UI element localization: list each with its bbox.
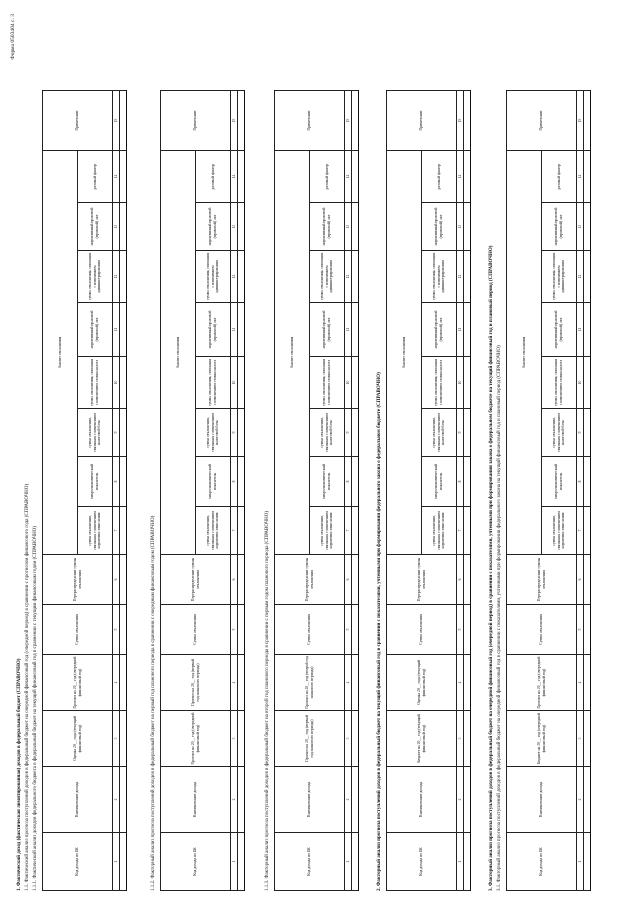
column-number: 12 (345, 251, 352, 303)
empty-cell (464, 251, 471, 303)
column-number: 6 (345, 555, 352, 605)
column-number: 1 (577, 833, 584, 891)
header-reallocation: Перераспределение суммы отклонения (387, 555, 457, 605)
header-analysis-13: нормативный правовой (правовой) акт (542, 203, 577, 251)
header-period-b: Прогноз на 20__ год (очередной финансовый год) (507, 655, 577, 711)
empty-cell (352, 151, 359, 203)
empty-cell (464, 833, 471, 891)
header-analysis-7: сумма отклонения, связанная с изменением норматива зачисления (196, 507, 231, 555)
factor-analysis-table (42, 90, 127, 891)
column-number: 4 (345, 655, 352, 711)
empty-cell (352, 655, 359, 711)
empty-cell (120, 457, 127, 507)
column-number: 3 (457, 711, 464, 767)
header-period-b: Прогноз на 20__ год (очередной финансовый год) (43, 655, 113, 711)
empty-cell (120, 767, 127, 833)
header-analysis-group: Анализ отклонения (507, 151, 542, 555)
header-period-a: Бюджет на 20__ год (очередной финансовый год) (507, 711, 577, 767)
empty-cell (352, 833, 359, 891)
header-analysis-11: нормативный правовой (правовой) акт (542, 303, 577, 357)
header-code: Код дохода по БК (161, 833, 231, 891)
empty-cell (584, 555, 591, 605)
header-change: Сумма отклонения (161, 605, 231, 655)
empty-cell (352, 507, 359, 555)
empty-cell (584, 655, 591, 711)
header-note: Примечание (43, 91, 113, 151)
header-analysis-12: сумма отклонения, связанная с изменением администрирования (310, 251, 345, 303)
header-period-a: Оценка 20__ года (текущий финансовый год) (43, 711, 113, 767)
column-number: 1 (113, 833, 120, 891)
empty-cell (464, 507, 471, 555)
column-number: 10 (231, 357, 238, 409)
header-note: Примечание (507, 91, 577, 151)
column-number: 8 (231, 457, 238, 507)
empty-cell (464, 357, 471, 409)
column-number: 7 (345, 507, 352, 555)
column-number: 14 (231, 151, 238, 203)
empty-cell (584, 507, 591, 555)
empty-cell (464, 203, 471, 251)
header-note: Примечание (275, 91, 345, 151)
column-number: 5 (113, 605, 120, 655)
header-period-b: Прогноз на 20__ год (второй год планового периода) (275, 655, 345, 711)
empty-cell (352, 203, 359, 251)
header-reallocation: Перераспределение суммы отклонения (43, 555, 113, 605)
heading-1-1-1: 1.1.1. Фактический анализ доходов федерального бюджета в федеральный бюджет на текущий финансовый год в сравнении с текущим финансовым годом (СПРАВОЧНО) (33, 526, 38, 891)
empty-cell (238, 91, 245, 151)
header-analysis-13: нормативный правовой (правовой) акт (196, 203, 231, 251)
column-number: 9 (113, 409, 120, 457)
heading-3: 3. Факторный анализ прогноза поступлений доходов в федеральный бюджет на очередной финансовый год (очередной период) в сравнении с показателями, учтенными при формировании закона о федеральном бюджете на текущий финансовый год и плановый период (СПРАВОЧНО) (489, 245, 494, 891)
factor-analysis-table (160, 90, 245, 891)
header-reallocation: Перераспределение суммы отклонения (275, 555, 345, 605)
column-number: 14 (345, 151, 352, 203)
header-name: Наименование дохода (507, 767, 577, 833)
empty-cell (584, 303, 591, 357)
column-number: 7 (577, 507, 584, 555)
header-analysis-8: макроэкономический показатель (196, 457, 231, 507)
column-number: 7 (457, 507, 464, 555)
header-analysis-group: Анализ отклонения (387, 151, 422, 555)
header-period-b: Прогноз на 20__ год (первый год планового периода) (161, 655, 231, 711)
column-number: 8 (345, 457, 352, 507)
empty-cell (238, 833, 245, 891)
header-period-a: Бюджет на 20__ год (текущий финансовый год) (387, 711, 457, 767)
column-number: 8 (577, 457, 584, 507)
empty-cell (238, 457, 245, 507)
header-code: Код дохода по БК (43, 833, 113, 891)
empty-cell (238, 251, 245, 303)
empty-cell (238, 555, 245, 605)
empty-cell (352, 91, 359, 151)
header-name: Наименование дохода (161, 767, 231, 833)
column-number: 14 (457, 151, 464, 203)
empty-cell (584, 457, 591, 507)
header-analysis-14: разовый фактор (422, 151, 457, 203)
empty-cell (238, 203, 245, 251)
column-number: 9 (231, 409, 238, 457)
column-number: 11 (577, 303, 584, 357)
empty-cell (464, 457, 471, 507)
heading-1-1-2: 1.1.2. Факторный анализ прогноза поступлений доходов в федеральный бюджет на первый год планового периода в сравнении с очередным финансовым годом (СПРАВОЧНО) (151, 515, 156, 891)
header-analysis-8: макроэкономический показатель (542, 457, 577, 507)
empty-cell (584, 767, 591, 833)
header-analysis-9: сумма отклонения, связанная с изменением налоговой базы (196, 409, 231, 457)
column-number: 15 (457, 91, 464, 151)
header-analysis-13: нормативный правовой (правовой) акт (422, 203, 457, 251)
header-period-b: Оценка 20__ года (текущий финансовый год) (387, 655, 457, 711)
column-number: 15 (345, 91, 352, 151)
header-code: Код дохода по БК (275, 833, 345, 891)
column-number: 1 (457, 833, 464, 891)
column-number: 15 (113, 91, 120, 151)
column-number: 13 (345, 203, 352, 251)
empty-cell (464, 409, 471, 457)
column-number: 6 (457, 555, 464, 605)
empty-cell (584, 91, 591, 151)
header-change: Сумма отклонения (507, 605, 577, 655)
heading-3-1: 3.1. Факторный анализ прогноза поступлений доходов в федеральный бюджет на очередной финансовый год в сравнении с показателями, учтенными при формировании федерального закона на текущий финансовый год и плановый период (СПРАВОЧНО) (497, 345, 502, 891)
header-analysis-10: сумма отклонения, связанная с изменением ставки налога (542, 357, 577, 409)
header-analysis-8: макроэкономический показатель (310, 457, 345, 507)
empty-cell (464, 655, 471, 711)
column-number: 3 (345, 711, 352, 767)
header-analysis-9: сумма отклонения, связанная с изменением налоговой базы (310, 409, 345, 457)
header-analysis-9: сумма отклонения, связанная с изменением налоговой базы (78, 409, 113, 457)
empty-cell (120, 91, 127, 151)
empty-cell (352, 767, 359, 833)
empty-cell (120, 151, 127, 203)
empty-cell (584, 151, 591, 203)
column-number: 11 (457, 303, 464, 357)
header-analysis-14: разовый фактор (542, 151, 577, 203)
header-analysis-7: сумма отклонения, связанная с изменением норматива зачисления (310, 507, 345, 555)
column-number: 6 (113, 555, 120, 605)
column-number: 10 (345, 357, 352, 409)
empty-cell (352, 711, 359, 767)
empty-cell (120, 655, 127, 711)
factor-analysis-table (274, 90, 359, 891)
empty-cell (352, 409, 359, 457)
empty-cell (464, 767, 471, 833)
column-number: 10 (457, 357, 464, 409)
column-number: 4 (113, 655, 120, 711)
heading-1-1: 1.1. Фактический анализ прогноза поступлений доходов в федеральный бюджет на очередной финансовый год (очередной период) в сравнении с прогнозом финансового года (СПРАВОЧНО) (25, 483, 30, 891)
column-number: 1 (345, 833, 352, 891)
empty-cell (352, 555, 359, 605)
form-code: Форма 0503404 с. 3 (10, 14, 16, 60)
header-analysis-14: разовый фактор (310, 151, 345, 203)
column-number: 13 (231, 203, 238, 251)
empty-cell (352, 357, 359, 409)
header-analysis-11: нормативный правовой (правовой) акт (196, 303, 231, 357)
header-analysis-9: сумма отклонения, связанная с изменением налоговой базы (542, 409, 577, 457)
column-number: 12 (231, 251, 238, 303)
empty-cell (352, 605, 359, 655)
empty-cell (238, 507, 245, 555)
column-number: 11 (345, 303, 352, 357)
empty-cell (120, 251, 127, 303)
empty-cell (464, 91, 471, 151)
header-analysis-group: Анализ отклонения (275, 151, 310, 555)
header-change: Сумма отклонения (275, 605, 345, 655)
column-number: 6 (231, 555, 238, 605)
header-analysis-10: сумма отклонения, связанная с изменением ставки налога (78, 357, 113, 409)
header-name: Наименование дохода (275, 767, 345, 833)
column-number: 2 (113, 767, 120, 833)
column-number: 3 (113, 711, 120, 767)
column-number: 15 (231, 91, 238, 151)
empty-cell (352, 457, 359, 507)
header-analysis-11: нормативный правовой (правовой) акт (422, 303, 457, 357)
column-number: 14 (577, 151, 584, 203)
column-number: 8 (113, 457, 120, 507)
factor-analysis-table (386, 90, 471, 891)
empty-cell (464, 151, 471, 203)
header-note: Примечание (161, 91, 231, 151)
column-number: 13 (577, 203, 584, 251)
column-number: 3 (231, 711, 238, 767)
column-number: 10 (113, 357, 120, 409)
header-reallocation: Перераспределение суммы отклонения (161, 555, 231, 605)
empty-cell (352, 303, 359, 357)
empty-cell (238, 357, 245, 409)
column-number: 7 (113, 507, 120, 555)
header-analysis-7: сумма отклонения, связанная с изменением норматива зачисления (542, 507, 577, 555)
column-number: 12 (457, 251, 464, 303)
header-period-a: Прогноз на 20__ год (первый год планового периода) (275, 711, 345, 767)
factor-analysis-table (506, 90, 591, 891)
header-analysis-11: нормативный правовой (правовой) акт (310, 303, 345, 357)
empty-cell (584, 203, 591, 251)
empty-cell (120, 833, 127, 891)
empty-cell (120, 555, 127, 605)
empty-cell (238, 151, 245, 203)
header-analysis-7: сумма отклонения, связанная с изменением норматива зачисления (78, 507, 113, 555)
column-number: 5 (345, 605, 352, 655)
header-analysis-12: сумма отклонения, связанная с изменением администрирования (78, 251, 113, 303)
column-number: 15 (577, 91, 584, 151)
empty-cell (120, 357, 127, 409)
header-analysis-8: макроэкономический показатель (422, 457, 457, 507)
empty-cell (238, 767, 245, 833)
empty-cell (464, 303, 471, 357)
empty-cell (238, 655, 245, 711)
empty-cell (584, 711, 591, 767)
header-name: Наименование дохода (43, 767, 113, 833)
header-analysis-13: нормативный правовой (правовой) акт (78, 203, 113, 251)
empty-cell (120, 409, 127, 457)
header-change: Сумма отклонения (43, 605, 113, 655)
heading-1-1-3: 1.1.3. Факторный анализ прогноза поступлений доходов в федеральный бюджет на второй год планового периода в сравнении с первым годом планового периода (СПРАВОЧНО) (265, 510, 270, 891)
column-number: 12 (577, 251, 584, 303)
empty-cell (584, 251, 591, 303)
header-analysis-8: макроэкономический показатель (78, 457, 113, 507)
header-period-a: Прогноз на 20__ год (очередной финансовый год) (161, 711, 231, 767)
empty-cell (352, 251, 359, 303)
header-analysis-7: сумма отклонения, связанная с изменением норматива зачисления (422, 507, 457, 555)
column-number: 4 (577, 655, 584, 711)
column-number: 9 (345, 409, 352, 457)
empty-cell (464, 605, 471, 655)
column-number: 11 (231, 303, 238, 357)
header-analysis-12: сумма отклонения, связанная с изменением администрирования (542, 251, 577, 303)
header-analysis-10: сумма отклонения, связанная с изменением ставки налога (422, 357, 457, 409)
header-code: Код дохода по БК (507, 833, 577, 891)
column-number: 7 (231, 507, 238, 555)
heading-2: 2. Факторный анализ прогноза поступлений доходов в федеральный бюджет на текущий финансовый год в сравнении с показателями, учтенными при формировании федерального закона о федеральном бюджете (СПРАВОЧНО) (377, 372, 382, 891)
header-note: Примечание (387, 91, 457, 151)
column-number: 11 (113, 303, 120, 357)
column-number: 5 (231, 605, 238, 655)
empty-cell (464, 711, 471, 767)
header-change: Сумма отклонения (387, 605, 457, 655)
column-number: 9 (457, 409, 464, 457)
column-number: 10 (577, 357, 584, 409)
column-number: 14 (113, 151, 120, 203)
column-number: 13 (113, 203, 120, 251)
column-number: 2 (577, 767, 584, 833)
column-number: 5 (457, 605, 464, 655)
empty-cell (120, 711, 127, 767)
column-number: 2 (231, 767, 238, 833)
column-number: 12 (113, 251, 120, 303)
empty-cell (120, 507, 127, 555)
empty-cell (120, 605, 127, 655)
header-analysis-group: Анализ отклонения (161, 151, 196, 555)
column-number: 5 (577, 605, 584, 655)
header-analysis-14: разовый фактор (196, 151, 231, 203)
header-analysis-10: сумма отклонения, связанная с изменением ставки налога (310, 357, 345, 409)
empty-cell (584, 357, 591, 409)
header-analysis-group: Анализ отклонения (43, 151, 78, 555)
header-analysis-11: нормативный правовой (правовой) акт (78, 303, 113, 357)
empty-cell (238, 605, 245, 655)
empty-cell (584, 605, 591, 655)
column-number: 8 (457, 457, 464, 507)
column-number: 9 (577, 409, 584, 457)
column-number: 1 (231, 833, 238, 891)
column-number: 4 (231, 655, 238, 711)
empty-cell (120, 303, 127, 357)
header-name: Наименование дохода (387, 767, 457, 833)
column-number: 13 (457, 203, 464, 251)
empty-cell (238, 711, 245, 767)
header-analysis-10: сумма отклонения, связанная с изменением ставки налога (196, 357, 231, 409)
empty-cell (584, 409, 591, 457)
empty-cell (238, 303, 245, 357)
header-analysis-12: сумма отклонения, связанная с изменением администрирования (422, 251, 457, 303)
column-number: 4 (457, 655, 464, 711)
column-number: 6 (577, 555, 584, 605)
header-analysis-14: разовый фактор (78, 151, 113, 203)
heading-1: 1. Фактический доход (фактическая лимитированная) доходов в федеральный бюджет (СПРАВОЧНО) (17, 658, 22, 891)
column-number: 3 (577, 711, 584, 767)
column-number: 2 (457, 767, 464, 833)
column-number: 2 (345, 767, 352, 833)
empty-cell (120, 203, 127, 251)
header-reallocation: Перераспределение суммы отклонения (507, 555, 577, 605)
header-code: Код дохода по БК (387, 833, 457, 891)
header-analysis-12: сумма отклонения, связанная с изменением администрирования (196, 251, 231, 303)
header-analysis-9: сумма отклонения, связанная с изменением налоговой базы (422, 409, 457, 457)
header-analysis-13: нормативный правовой (правовой) акт (310, 203, 345, 251)
empty-cell (464, 555, 471, 605)
empty-cell (584, 833, 591, 891)
empty-cell (238, 409, 245, 457)
